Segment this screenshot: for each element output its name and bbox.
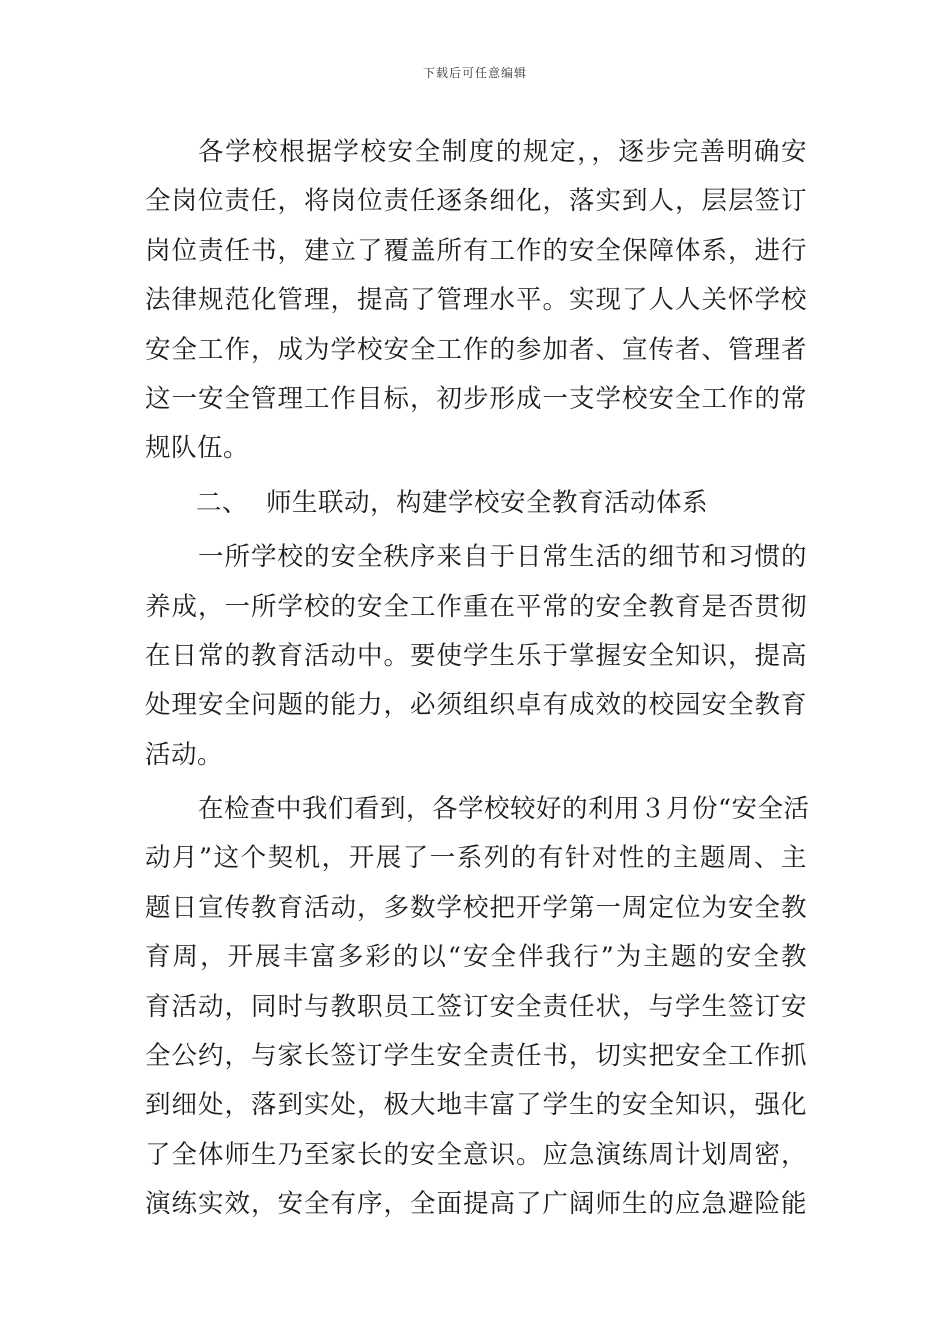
text-line: 法律规范化管理，提高了管理水平。实现了人人关怀学校 (145, 285, 807, 316)
text-line: 在日常的教育活动中。要使学生乐于掌握安全知识，提高 (145, 640, 807, 671)
text-line: 育周，开展丰富多彩的以“安全伴我行”为主题的安全教 (145, 942, 807, 973)
text-line: 养成，一所学校的安全工作重在平常的安全教育是否贯彻 (145, 591, 807, 622)
text-line: 动月”这个契机，开展了一系列的有针对性的主题周、主 (145, 843, 807, 874)
document-body (145, 128, 810, 1230)
page-header: 下载后可任意编辑 (422, 66, 527, 80)
text-line: 这一安全管理工作目标，初步形成一支学校安全工作的常 (145, 383, 807, 414)
text-line: 岗位责任书，建立了覆盖所有工作的安全保障体系，进行 (145, 235, 807, 266)
paragraph-safety-order (145, 533, 807, 780)
paragraph-inspection (145, 785, 810, 1230)
text-line: 各学校根据学校安全制度的规定，，逐步完善明确安 (198, 137, 807, 167)
text-line: 处理安全问题的能力，必须组织卓有成效的校园安全教育 (145, 690, 807, 721)
text-line: 活动。 (145, 739, 224, 770)
text-line: 规队伍。 (145, 433, 250, 464)
text-line: 全公约，与家长签订学生安全责任书，切实把安全工作抓 (145, 1041, 807, 1072)
text-line: 在检查中我们看到，各学校较好的利用３月份“安全活 (198, 794, 810, 825)
text-line: 题日宣传教育活动，多数学校把开学第一周定位为安全教 (145, 892, 807, 923)
paragraph-responsibility (145, 128, 807, 474)
section-number: 二、 (196, 487, 249, 518)
text-line: 到细处，落到实处，极大地丰富了学生的安全知识，强化 (145, 1090, 807, 1121)
text-line: 演练实效，安全有序，全面提高了广阔师生的应急避险能 (145, 1189, 807, 1220)
text-line: 育活动，同时与教职员工签订安全责任状，与学生签订安 (145, 991, 807, 1022)
section-title: 师生联动，构建学校安全教育活动体系 (266, 487, 709, 518)
section-heading (145, 479, 807, 528)
text-line: 一所学校的安全秩序来自于日常生活的细节和习惯的 (198, 542, 807, 573)
text-line: 全岗位责任，将岗位责任逐条细化，落实到人，层层签订 (145, 186, 807, 217)
text-line: 安全工作，成为学校安全工作的参加者、宣传者、管理者 (145, 334, 807, 365)
text-line: 了全体师生乃至家长的安全意识。应急演练周计划周密， (145, 1139, 807, 1170)
